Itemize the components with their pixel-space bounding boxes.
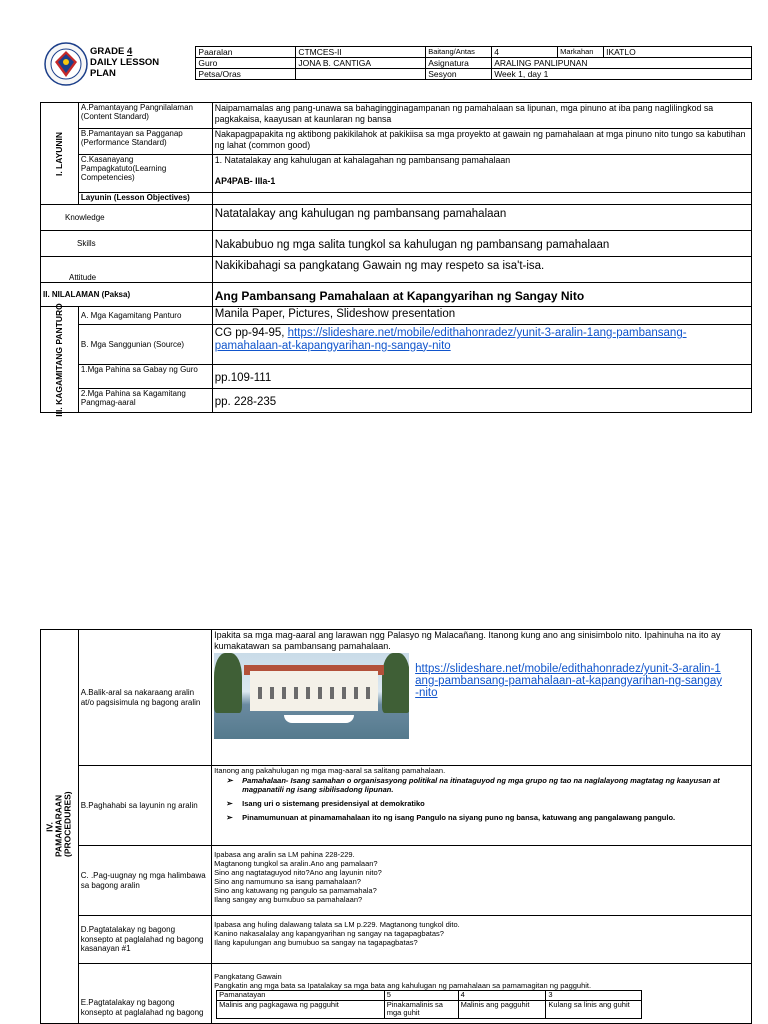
attitude-label: Attitude bbox=[41, 257, 213, 283]
paghahabi-content bbox=[212, 766, 752, 846]
rubric-header: 3 bbox=[546, 991, 642, 1001]
guro-value: JONA B. CANTIGA bbox=[296, 58, 426, 69]
nilalaman-value: Ang Pambansang Pamahalaan at Kapangyarihan ng Sangay Nito bbox=[212, 283, 751, 307]
kagamitang-pangmag-aaral-label: 2.Mga Pahina sa Kagamitang Pangmag-aaral bbox=[78, 389, 212, 413]
kagamitan-section-label: III. KAGAMITANG PANTURO bbox=[41, 307, 79, 413]
paaralan-value: CTMCES-II bbox=[296, 47, 426, 58]
sesyon-value: Week 1, day 1 bbox=[492, 69, 752, 80]
pagtatalakay-1-label: D.Pagtatalakay ng bagong konsepto at paglalahad ng bagong kasanayan #1 bbox=[78, 916, 211, 964]
dll-title-line1: DAILY LESSON bbox=[90, 56, 160, 68]
gabay-guro-value: pp.109-111 bbox=[212, 365, 751, 389]
rubric-cell: Pinakamalinis sa mga guhit bbox=[384, 1000, 458, 1018]
baitang-label: Baitang/Antas bbox=[426, 47, 492, 58]
petsa-label: Petsa/Oras bbox=[196, 69, 296, 80]
rubric-table bbox=[216, 990, 642, 1019]
pag-uugnay-line: Ilang sangay ang bumubuo sa pamahalaan? bbox=[214, 895, 363, 904]
petsa-value bbox=[296, 69, 426, 80]
content-standard-label: A.Pamantayang Pangnilalaman (Content Standard) bbox=[78, 103, 212, 129]
rubric-header: 5 bbox=[384, 991, 458, 1001]
pamamaraan-section-label: IV. PAMAMARAAN (PROCEDURES) bbox=[41, 630, 79, 1024]
pag-uugnay-label: C. .Pag-uugnay ng mga halimbawa sa bagong aralin bbox=[78, 846, 211, 916]
procedures-table bbox=[40, 629, 752, 1024]
lesson-objectives-label: Layunin (Lesson Objectives) bbox=[78, 193, 212, 205]
objectives-table bbox=[40, 102, 752, 417]
knowledge-label: Knowledge bbox=[41, 205, 213, 231]
gabay-guro-label: 1.Mga Pahina sa Gabay ng Guro bbox=[78, 365, 212, 389]
pangkatang-gawain-content bbox=[212, 964, 752, 1024]
pangkatang-gawain-instruction: Pangkatin ang mga bata sa Ipatalakay sa mga bata ang kahulugan ng pamahalaan sa pamamagitan ng pagguhit. bbox=[214, 981, 592, 990]
bullet-pamahalaan: ➢ Pamahalaan- Isang samahan o organisasyong politikal na itinataguyod ng mga grupo ng tao na naglalayong magtatag ng kaayusan at magpanatili ng isang sibilisadong lipunan. bbox=[242, 776, 749, 794]
pag-uugnay-line: Ipabasa ang aralin sa LM pahina 228-229. bbox=[214, 850, 355, 859]
pagtatalakay-line: Kanino nakasalalay ang kapangyarihan ng sangay na tagapagbatas? bbox=[214, 929, 444, 938]
paaralan-label: Paaralan bbox=[196, 47, 296, 58]
rubric-cell: Kulang sa linis ang guhit bbox=[546, 1000, 642, 1018]
dll-title-line2: PLAN bbox=[90, 67, 116, 79]
competencies-value bbox=[212, 155, 751, 193]
sesyon-label: Sesyon bbox=[426, 69, 492, 80]
malacanang-palace-image bbox=[214, 653, 409, 739]
performance-standard-value: Nakapagpapakita ng aktibong pakikilahok at pakikiisa sa mga proyekto at gawain ng pamahalaan at mga pinuno nito tungo sa kabutihan ng lahat (common good) bbox=[212, 129, 751, 155]
sanggunian-link[interactable]: https://slideshare.net/mobile/edithahonradez/yunit-3-aralin-1ang-pambansang-pamahalaan-at-kapangyarihan-ng-sangay-nito bbox=[214, 327, 687, 352]
skills-label: Skills bbox=[41, 231, 213, 257]
rubric-header: 4 bbox=[458, 991, 546, 1001]
rubric-header: Pamanatayan bbox=[217, 991, 385, 1001]
sanggunian-label: B. Mga Sanggunian (Source) bbox=[78, 325, 212, 365]
pag-uugnay-line: Sino ang nagtataguyod nito?Ano ang layunin nito? bbox=[214, 868, 382, 877]
pag-uugnay-line: Sino ang katuwang ng pangulo sa pamamahala? bbox=[214, 886, 377, 895]
performance-standard-label: B.Pamantayan sa Pagganap (Performance Standard) bbox=[78, 129, 212, 155]
pangkatang-gawain-title: Pangkatang Gawain bbox=[214, 972, 282, 981]
knowledge-value: Natatalakay ang kahulugan ng pambansang pamahalaan bbox=[212, 205, 751, 231]
header-table bbox=[88, 46, 752, 80]
balik-aral-label: A.Balik-aral sa nakaraang aralin at/o pagsisimula ng bagong aralin bbox=[78, 630, 211, 766]
bullet-pangulo: ➢ Pinamumunuan at pinamamahalaan ito ng isang Pangulo na siyang puno ng bansa, katuwang ang pangalawang pangulo. bbox=[242, 813, 749, 822]
rubric-cell: Malinis ang pagguhit bbox=[458, 1000, 546, 1018]
kagamitang-panturo-value: Manila Paper, Pictures, Slideshow presentation bbox=[212, 307, 751, 325]
pagtatalakay-line: Ilang kapulungan ang bumubuo sa sangay na tagapagbatas? bbox=[214, 938, 418, 947]
paghahabi-label: B.Paghahabi sa layunin ng aralin bbox=[78, 766, 211, 846]
nilalaman-label: II. NILALAMAN (Paksa) bbox=[41, 283, 213, 307]
kagamitang-panturo-label: A. Mga Kagamitang Panturo bbox=[78, 307, 212, 325]
balik-aral-content bbox=[212, 630, 752, 766]
kagamitang-pangmag-aaral-value: pp. 228-235 bbox=[212, 389, 751, 413]
lesson-objectives-value bbox=[212, 193, 751, 205]
pag-uugnay-content bbox=[212, 846, 752, 916]
guro-label: Guro bbox=[196, 58, 296, 69]
pagtatalakay-1-content bbox=[212, 916, 752, 964]
attitude-value: Nakikibahagi sa pangkatang Gawain ng may respeto sa isa't-isa. bbox=[212, 257, 751, 283]
paghahabi-bullets bbox=[214, 776, 749, 822]
rubric-cell: Malinis ang pagkagawa ng pagguhit bbox=[217, 1000, 385, 1018]
sanggunian-value bbox=[212, 325, 751, 365]
balik-aral-intro: Ipakita sa mga mag-aaral ang larawan ngg Palasyo ng Malacañang. Itanong kung ano ang sinisimbolo nito. Ipahinuha na ito ay kumakatawan sa pambansang pamahalaan. bbox=[214, 630, 721, 651]
asignatura-label: Asignatura bbox=[426, 58, 492, 69]
grade-label: GRADE 4 bbox=[90, 45, 133, 57]
layunin-section-label: I. LAYUNIN bbox=[41, 103, 79, 205]
competencies-label: C.Kasanayang Pampagkatuto(Learning Competencies) bbox=[78, 155, 212, 193]
deped-seal-icon bbox=[44, 42, 88, 86]
balik-aral-link[interactable]: https://slideshare.net/mobile/edithahonradez/yunit-3-aralin-1ang-pambansang-pamahalaan-at-kapangyarihan-ng-sangay-nito bbox=[415, 663, 723, 699]
markahan-label: Markahan bbox=[558, 47, 604, 58]
skills-value: Nakabubuo ng mga salita tungkol sa kahulugan ng pambansang pamahalaan bbox=[212, 231, 751, 257]
competency-text: 1. Natatalakay ang kahulugan at kahalagahan ng pambansang pamahalaan bbox=[214, 155, 511, 165]
pagtatalakay-2-label: E.Pagtatalakay ng bagong konsepto at paglalahad ng bagong bbox=[78, 964, 211, 1024]
pag-uugnay-line: Sino ang namumuno sa isang pamahalaan? bbox=[214, 877, 361, 886]
pag-uugnay-line: Magtanong tungkol sa aralin.Ano ang pamalaan? bbox=[214, 859, 378, 868]
paghahabi-intro: Itanong ang pakahulugan ng mga mag-aaral sa salitang pamahalaan. bbox=[214, 766, 446, 775]
pagtatalakay-line: Ipabasa ang huling dalawang talata sa LM p.229. Magtanong tungkol dito. bbox=[214, 920, 460, 929]
markahan-value: IKATLO bbox=[604, 47, 752, 58]
competency-code: AP4PAB- IIIa-1 bbox=[214, 175, 276, 186]
sanggunian-prefix: CG pp-94-95, bbox=[214, 327, 288, 339]
asignatura-value: ARALING PANLIPUNAN bbox=[492, 58, 752, 69]
baitang-value: 4 bbox=[492, 47, 558, 58]
bullet-sistema: ➢ Isang uri o sistemang presidensiyal at demokratiko bbox=[242, 799, 749, 808]
content-standard-value: Naipamamalas ang pang-unawa sa bahagingginagampanan ng pamahalaan sa lipunan, mga pinuno at iba pang naglilingkod sa pagkakaisa, kaayusan at kaunlaran ng bansa bbox=[212, 103, 751, 129]
